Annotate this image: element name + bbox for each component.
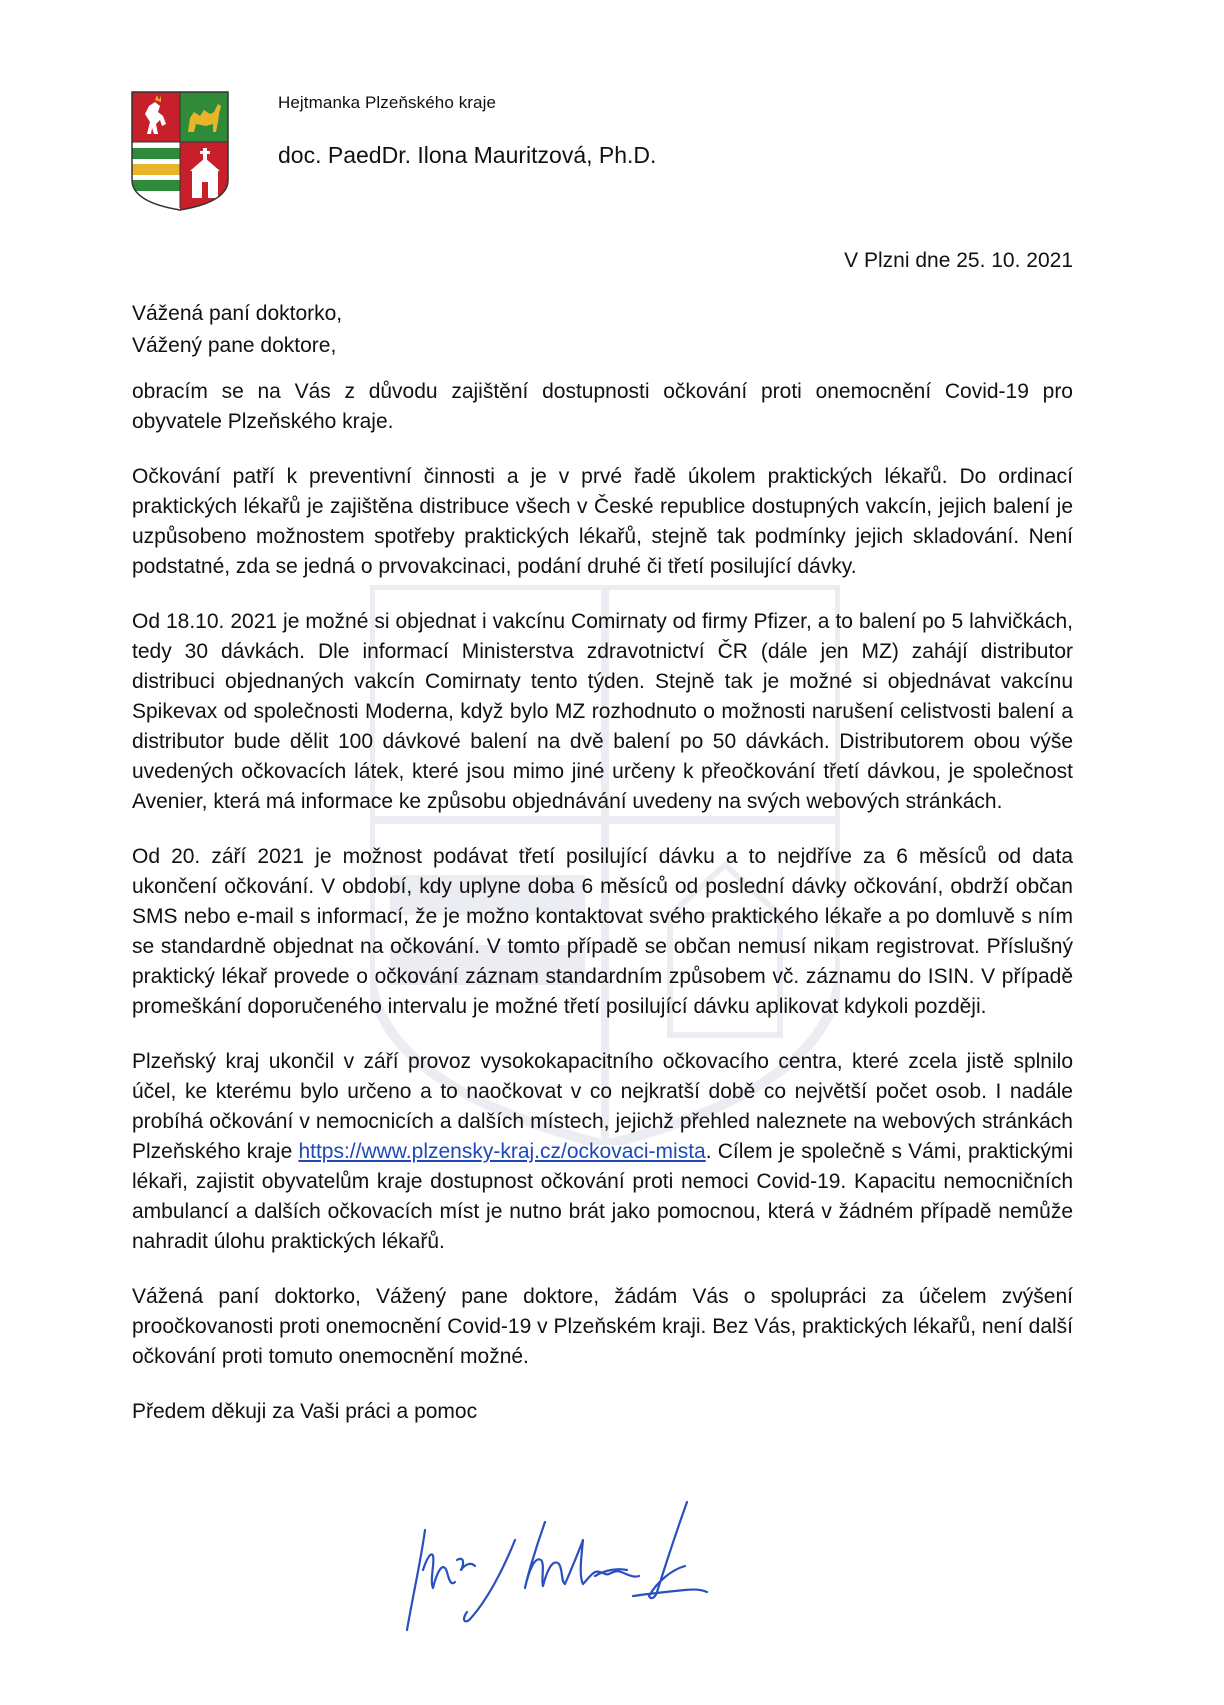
paragraph-vaccines: Od 18.10. 2021 je možné si objednat i vakcínu Comirnaty od firmy Pfizer, a to balení po 5 lahvičkách, tedy 30 dávkách. Dle informací Ministerstva zdravotnictví ČR (dále jen MZ) zahájí distributor distribuci objednaných vakcín Comirnaty tento týden. Stejně tak je možné si objednávat vakcínu Spikevax od společnosti Moderna, když bylo MZ rozhodnuto o možnosti narušení celistvosti balení a distributor bude dělit 100 dávkové balení na dvě balení po 50 dávkách. Distributorem obou výše uvedených očkovacích látek, které jsou mimo jiné určeny k přeočkování třetí dávkou, je společnost Avenier, která má informace ke způsobu objednávání uvedeny na svých webových stránkách. bbox=[132, 610, 1073, 813]
salutation-line-2: Vážený pane doktore, bbox=[132, 334, 337, 357]
letter-body bbox=[132, 377, 1073, 1452]
paragraph-intro: obracím se na Vás z důvodu zajištění dostupnosti očkování proti onemocnění Covid-19 pro obyvatele Plzeňského kraje. bbox=[132, 380, 1073, 433]
paragraph-vaccination-centre-text-2: . Cílem je společně s Vámi, praktickými lékaři, zajistit obyvatelům kraje dostupnost očkování proti nemoci Covid-19. Kapacitu nemocničních ambulancí a dalších očkovacích míst je nutno brát jako pomocnou, která v žádném případě nemůže nahradit úlohu praktických lékařů. bbox=[132, 1140, 1073, 1253]
salutation bbox=[132, 298, 342, 362]
vaccination-sites-link[interactable]: https://www.plzensky-kraj.cz/ockovaci-mista bbox=[298, 1140, 706, 1163]
paragraph-booster: Od 20. září 2021 je možnost podávat třetí posilující dávku a to nejdříve za 6 měsíců od data ukončení očkování. V období, kdy uplyne doba 6 měsíců od poslední dávky očkování, obdrží občan SMS nebo e-mail s informací, že je možno kontaktovat svého praktického lékaře a po domluvě s ním se standardně objednat na očkování. V tomto případě se občan nemusí nikam registrovat. Příslušný praktický lékař provede o očkování záznam standardním způsobem vč. záznamu do ISIN. V případě promeškání doporučeného intervalu je možné třetí posilující dávku aplikovat kdykoli později. bbox=[132, 845, 1073, 1018]
sender-name: doc. PaedDr. Ilona Mauritzová, Ph.D. bbox=[278, 142, 657, 168]
paragraph-vaccination-centre bbox=[132, 1047, 1073, 1257]
salutation-line-1: Vážená paní doktorko, bbox=[132, 302, 343, 325]
office-title: Hejtmanka Plzeňského kraje bbox=[278, 93, 497, 112]
paragraph-request: Vážená paní doktorko, Vážený pane doktore, žádám Vás o spolupráci za účelem zvýšení proočkovanosti proti onemocnění Covid-19 v Plzeňském kraji. Bez Vás, praktických lékařů, není další očkování proti tomuto onemocnění možné. bbox=[132, 1285, 1073, 1368]
paragraph-prevention: Očkování patří k preventivní činnosti a je v prvé řadě úkolem praktických lékařů. Do ordinací praktických lékařů je zajištěna distribuce všech v České republice dostupných vakcín, jejich balení je uzpůsobeno možnostem spotřeby praktických lékařů, stejně tak podmínky jejich skladování. Není podstatné, zda se jedná o prvovakcinaci, podání druhé či třetí posilující dávky. bbox=[132, 465, 1073, 578]
closing-line: Předem děkuji za Vaši práci a pomoc bbox=[132, 1400, 478, 1423]
date-line: V Plzni dne 25. 10. 2021 bbox=[844, 249, 1073, 272]
plzen-region-coat-of-arms-icon bbox=[130, 90, 230, 212]
signature-icon bbox=[395, 1500, 735, 1640]
paragraph-vaccination-centre-text-1: Plzeňský kraj ukončil v září provoz vysokokapacitního očkovacího centra, které zcela jistě splnilo účel, ke kterému bylo určeno a to naočkovat v co nejkratší době co největší počet osob. I nadále probíhá očkování v nemocnicích a dalších místech, jejichž přehled naleznete na webových stránkách Plzeňského kraje bbox=[132, 1050, 1073, 1163]
